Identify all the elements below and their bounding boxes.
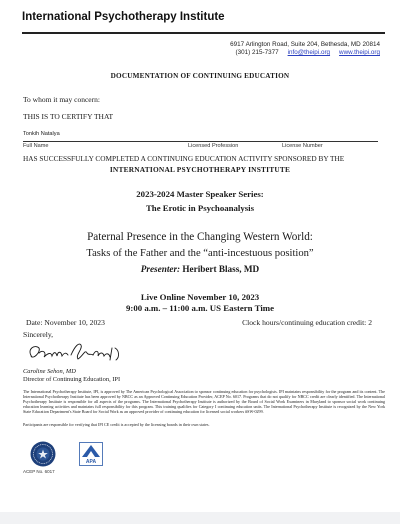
series-title: 2023-2024 Master Speaker Series: bbox=[136, 189, 264, 199]
email-link[interactable]: info@theipi.org bbox=[287, 49, 331, 56]
address-block bbox=[230, 41, 380, 57]
credit-hours: Clock hours/continuing education credit: 2 bbox=[242, 318, 372, 327]
nbcc-seal-icon bbox=[30, 441, 56, 467]
signer-name: Caroline Sehon, MD bbox=[23, 368, 76, 375]
presenter-label: Presenter: bbox=[140, 264, 181, 274]
certificate-date: Date: November 10, 2023 bbox=[26, 318, 105, 327]
closing: Sincerely, bbox=[23, 330, 54, 339]
address-line: 6917 Arlington Road, Suite 204, Bethesda, MD 20814 bbox=[230, 41, 380, 48]
event-title-line1: Paternal Presence in the Changing Western World: bbox=[87, 231, 313, 243]
event-time: 9:00 a.m. – 11:00 a.m. US Eastern Time bbox=[126, 303, 274, 313]
document-title: DOCUMENTATION OF CONTINUING EDUCATION bbox=[110, 72, 290, 80]
presenter bbox=[0, 264, 400, 274]
acep-number: ACEP No. 6017 bbox=[23, 469, 55, 474]
signature-image bbox=[23, 339, 133, 367]
page-bottom-band bbox=[0, 512, 400, 524]
event-date: Live Online November 10, 2023 bbox=[140, 292, 260, 302]
event-title-line2: Tasks of the Father and the “anti-incestuous position” bbox=[86, 248, 314, 259]
series-subtitle: The Erotic in Psychoanalysis bbox=[145, 203, 255, 213]
licensed-profession-label: Licensed Profession bbox=[188, 143, 239, 149]
contact-line bbox=[230, 49, 380, 57]
phone-text: (301) 215-7377 bbox=[235, 49, 279, 56]
full-name-label: Full Name bbox=[23, 143, 49, 149]
accreditation-statement: The International Psychotherapy Institute, IPI, is approved by The American Psychological Association to sponsor continuing education for psychologists. IPI maintains responsibility for the program and its content. The International Psychotherapy Institute has been approved by NBCC as an Approved Continuing Education Provider, ACEP No. 6017. Programs that do not qualify for NBCC credit are clearly identified. The International Psychotherapy Institute is responsible for all aspects of the programs. The International Psychotherapy Institute is authorized by the Board of Social Work Examiners in Maryland to sponsor social work continuing education learning activities and maintains full responsibility for this program. This training qualifies for Category I continuing education units. The International Psychotherapy Institute is recognized by the New York State Education Department's State Board for Social Work as an approved provider of continuing education for licensed social workers #SW-0299. bbox=[23, 389, 385, 415]
apa-logo-icon bbox=[79, 442, 103, 466]
apa-logo-text: APA bbox=[85, 459, 97, 465]
sponsor-name: INTERNATIONAL PSYCHOTHERAPY INSTITUTE bbox=[109, 165, 291, 174]
certify-text: THIS IS TO CERTIFY THAT bbox=[23, 112, 114, 121]
license-number-label: License Number bbox=[282, 143, 323, 149]
salutation: To whom it may concern: bbox=[23, 95, 100, 104]
signer-title: Director of Continuing Education, IPI bbox=[23, 376, 121, 383]
participant-name: Tonkih Natalya bbox=[23, 131, 60, 137]
website-link[interactable]: www.theipi.org bbox=[339, 49, 380, 56]
org-name: International Psychotherapy Institute bbox=[22, 11, 225, 23]
completed-statement: HAS SUCCESSFULLY COMPLETED A CONTINUING EDUCATION ACTIVITY SPONSORED BY THE bbox=[23, 154, 345, 163]
name-line bbox=[23, 141, 378, 142]
verification-note: Participants are responsible for verifying that IPI CE credit is accepted by the licensing boards in their own states. bbox=[23, 422, 210, 427]
header-divider bbox=[22, 32, 385, 34]
presenter-name: Heribert Blass, MD bbox=[180, 264, 260, 274]
